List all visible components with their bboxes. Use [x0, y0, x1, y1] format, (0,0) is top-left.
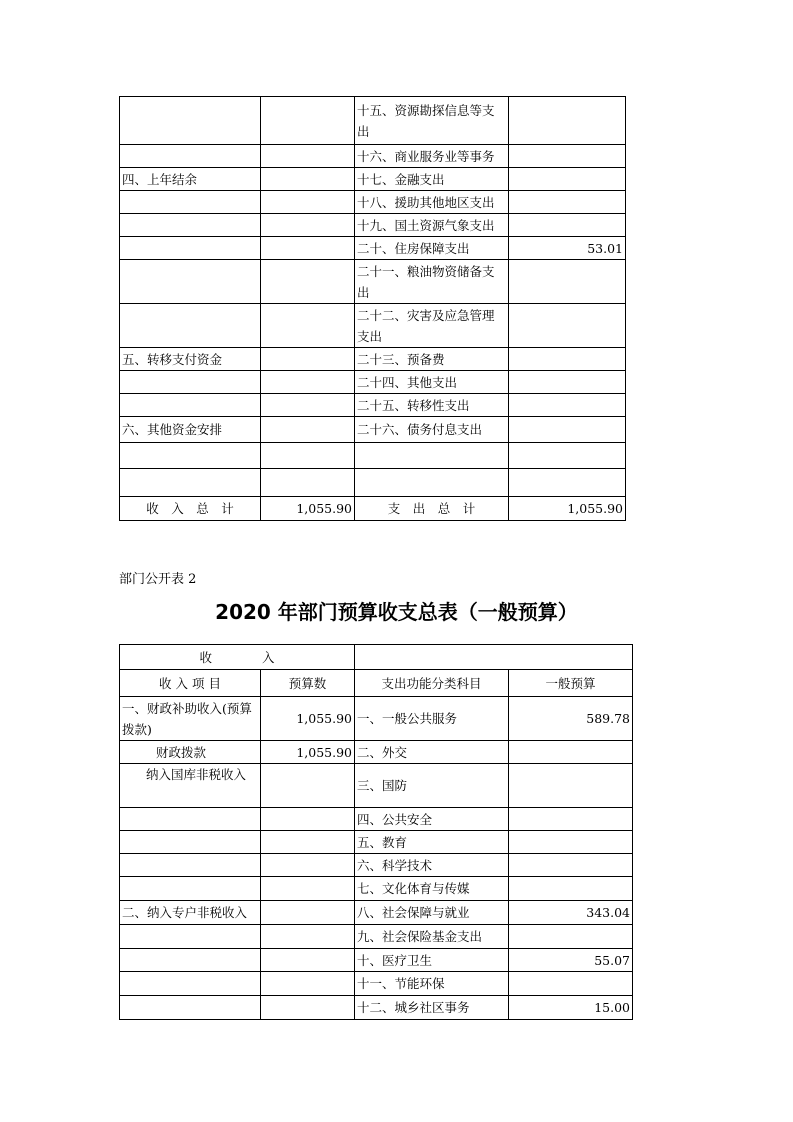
- income-item-cell: [120, 145, 261, 168]
- income-value-cell: [261, 925, 355, 949]
- income-item-cell: 四、上年结余: [120, 168, 261, 191]
- expense-item-cell: 十七、金融支出: [355, 168, 509, 191]
- expense-item-cell: 十六、商业服务业等事务: [355, 145, 509, 168]
- expense-item-cell: 二十、住房保障支出: [355, 237, 509, 260]
- expense-item-cell: 一、一般公共服务: [355, 697, 509, 741]
- expense-value-cell: [509, 469, 626, 497]
- table-row: [120, 214, 626, 237]
- expense-value-cell: [509, 764, 633, 808]
- income-item-cell: 六、其他资金安排: [120, 417, 261, 443]
- expense-value-cell: [509, 854, 633, 877]
- expense-value-cell: 15.00: [509, 996, 633, 1020]
- table-row: [120, 764, 633, 808]
- income-value-cell: [261, 214, 355, 237]
- expense-value-cell: [509, 808, 633, 831]
- expense-value-cell: 53.01: [509, 237, 626, 260]
- expense-item-cell: [355, 469, 509, 497]
- table-row: [120, 996, 633, 1020]
- group-header-row: [120, 645, 633, 670]
- expense-value-cell: [509, 877, 633, 901]
- income-item-cell: [120, 237, 261, 260]
- column-header-item: 收 入 项 目: [120, 670, 261, 697]
- table-row: [120, 394, 626, 417]
- income-value-cell: [261, 972, 355, 996]
- table-row: [120, 371, 626, 394]
- expense-value-cell: [509, 260, 626, 304]
- column-header-general: 一般预算: [509, 670, 633, 697]
- expense-value-cell: [509, 417, 626, 443]
- income-value-cell: [261, 854, 355, 877]
- table-row: [120, 808, 633, 831]
- expense-item-cell: 三、国防: [355, 764, 509, 808]
- income-item-cell: 二、纳入专户非税收入: [120, 901, 261, 925]
- income-total-value: 1,055.90: [261, 497, 355, 521]
- expense-value-cell: [509, 741, 633, 764]
- income-item-cell: [120, 808, 261, 831]
- income-value-cell: 1,055.90: [261, 741, 355, 764]
- expense-item-cell: 五、教育: [355, 831, 509, 854]
- income-item-cell: [120, 394, 261, 417]
- page-title: 2020 年部门预算收支总表（一般预算）: [215, 600, 578, 624]
- expense-value-cell: [509, 831, 633, 854]
- expense-item-cell: 九、社会保险基金支出: [355, 925, 509, 949]
- income-value-cell: [261, 901, 355, 925]
- expense-value-cell: [509, 145, 626, 168]
- expense-value-cell: [509, 925, 633, 949]
- expense-item-cell: [355, 443, 509, 469]
- table-row: [120, 877, 633, 901]
- income-item-cell: [120, 371, 261, 394]
- expense-value-cell: [509, 97, 626, 145]
- expense-value-cell: [509, 304, 626, 348]
- table-row: [120, 97, 626, 145]
- income-item-cell: [120, 877, 261, 901]
- income-item-cell: [120, 260, 261, 304]
- expense-item-cell: 二十二、灾害及应急管理支出: [355, 304, 509, 348]
- column-header-row: [120, 670, 633, 697]
- expense-item-cell: 八、社会保障与就业: [355, 901, 509, 925]
- income-item-cell: [120, 469, 261, 497]
- expense-item-cell: 十九、国土资源气象支出: [355, 214, 509, 237]
- table-row: [120, 901, 633, 925]
- income-value-cell: [261, 469, 355, 497]
- table-row: [120, 191, 626, 214]
- expense-item-cell: 四、公共安全: [355, 808, 509, 831]
- income-value-cell: [261, 877, 355, 901]
- income-value-cell: [261, 260, 355, 304]
- column-header-budget: 预算数: [261, 670, 355, 697]
- total-row: [120, 497, 626, 521]
- income-value-cell: [261, 831, 355, 854]
- income-value-cell: [261, 237, 355, 260]
- expense-item-cell: 七、文化体育与传媒: [355, 877, 509, 901]
- income-total-label: 收 入 总 计: [120, 497, 261, 521]
- expense-item-cell: 二十四、其他支出: [355, 371, 509, 394]
- expense-item-cell: 十一、节能环保: [355, 972, 509, 996]
- expense-value-cell: [509, 394, 626, 417]
- income-value-cell: 1,055.90: [261, 697, 355, 741]
- income-item-cell: [120, 97, 261, 145]
- expense-item-cell: 十、医疗卫生: [355, 949, 509, 972]
- income-value-cell: [261, 808, 355, 831]
- expense-value-cell: 343.04: [509, 901, 633, 925]
- table-row: [120, 831, 633, 854]
- table-row: [120, 348, 626, 371]
- table-row: [120, 972, 633, 996]
- income-value-cell: [261, 996, 355, 1020]
- expense-value-cell: 589.78: [509, 697, 633, 741]
- income-item-cell: [120, 854, 261, 877]
- table-row: [120, 237, 626, 260]
- income-item-cell: [120, 949, 261, 972]
- table-row: [120, 949, 633, 972]
- income-item-cell: [120, 996, 261, 1020]
- expense-item-cell: 二十五、转移性支出: [355, 394, 509, 417]
- income-value-cell: [261, 145, 355, 168]
- income-value-cell: [261, 764, 355, 808]
- table-caption: 部门公开表 2: [119, 572, 197, 587]
- table-row: [120, 304, 626, 348]
- table-row: [120, 741, 633, 764]
- income-item-cell: [120, 972, 261, 996]
- income-value-cell: [261, 443, 355, 469]
- expense-total-label: 支 出 总 计: [355, 497, 509, 521]
- income-item-cell: 五、转移支付资金: [120, 348, 261, 371]
- income-value-cell: [261, 168, 355, 191]
- income-item-cell: [120, 304, 261, 348]
- expense-item-cell: 六、科学技术: [355, 854, 509, 877]
- expense-item-cell: 二十六、债务付息支出: [355, 417, 509, 443]
- income-value-cell: [261, 191, 355, 214]
- income-value-cell: [261, 371, 355, 394]
- income-value-cell: [261, 394, 355, 417]
- expense-item-cell: 二十三、预备费: [355, 348, 509, 371]
- expense-group-header: [355, 645, 633, 670]
- expense-item-cell: 十二、城乡社区事务: [355, 996, 509, 1020]
- expense-value-cell: [509, 371, 626, 394]
- expense-total-value: 1,055.90: [509, 497, 626, 521]
- income-item-cell: 财政拨款: [120, 741, 261, 764]
- budget-table-continued: [119, 96, 626, 521]
- expense-value-cell: [509, 972, 633, 996]
- income-item-cell: [120, 191, 261, 214]
- income-item-cell: [120, 831, 261, 854]
- income-item-cell: [120, 214, 261, 237]
- table-row: [120, 469, 626, 497]
- expense-value-cell: [509, 191, 626, 214]
- income-item-cell: [120, 925, 261, 949]
- table-row: [120, 168, 626, 191]
- expense-value-cell: [509, 214, 626, 237]
- table-row: [120, 260, 626, 304]
- income-value-cell: [261, 97, 355, 145]
- income-item-cell: 纳入国库非税收入: [120, 764, 261, 808]
- expense-item-cell: 二、外交: [355, 741, 509, 764]
- income-item-cell: [120, 443, 261, 469]
- expense-value-cell: 55.07: [509, 949, 633, 972]
- income-value-cell: [261, 417, 355, 443]
- table-row: [120, 443, 626, 469]
- income-group-header: 收 入: [120, 645, 355, 670]
- expense-value-cell: [509, 443, 626, 469]
- table-row: [120, 417, 626, 443]
- expense-item-cell: 十八、援助其他地区支出: [355, 191, 509, 214]
- income-value-cell: [261, 304, 355, 348]
- table-row: [120, 925, 633, 949]
- income-value-cell: [261, 949, 355, 972]
- expense-value-cell: [509, 168, 626, 191]
- expense-value-cell: [509, 348, 626, 371]
- column-header-function: 支出功能分类科目: [355, 670, 509, 697]
- income-item-cell: 一、财政补助收入(预算拨款): [120, 697, 261, 741]
- expense-item-cell: 二十一、粮油物资储备支出: [355, 260, 509, 304]
- table-row: [120, 145, 626, 168]
- income-value-cell: [261, 348, 355, 371]
- table-row: [120, 854, 633, 877]
- expense-item-cell: 十五、资源勘探信息等支出: [355, 97, 509, 145]
- table-row: [120, 697, 633, 741]
- budget-summary-table: [119, 644, 633, 1020]
